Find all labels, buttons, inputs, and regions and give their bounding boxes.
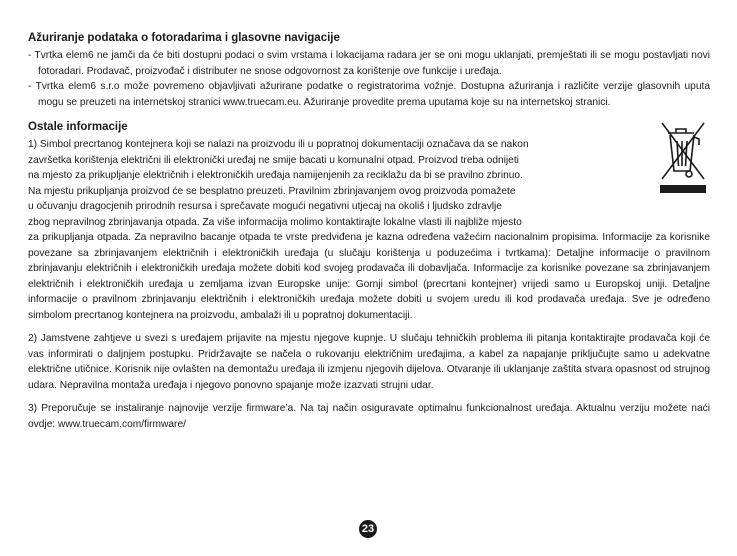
p1-line: na mjesto za prikupljanje električnih i elektroničkih uređaja namijenjenih za reciklažu da bi se pravilno zbrinuo. (28, 170, 523, 181)
p1-line: u očuvanju dragocjenih prirodnih resursa i sprečavate mogući negativni utjecaj na okoliš i ljudsko zdravlje (28, 201, 502, 212)
paragraph-1-rest: za prikupljanja otpada. Za nepravilno bacanje otpada te vrste predviđena je kazna određena važećim nacionalnim propisima. Informacije za korisnike povezane sa zbrinjavanjem električnih i elektroničkih uređaja (u slučaju korištenja u poduzećima i tvrtkama): Detaljne informacije o pravilnom zbrinjavanju električnih i elektroničkih uređaja možete dobiti kod svojeg prodavača ili dobavljača. Informacije za korisnike povezane sa zbrinjavanjem električnih i elektroničkih uređaja u zemljama izvan Europske unije: Gornji simbol (precrtani kontejner) vrijedi samo u Europskoj uniji. Detaljne informacije o pravilnom zbrinjavanju električnih i elektroničkih uređaja možete dobiti u svojem uredu ili kod prodavača uređaja. Sve je određeno simbolom precrtanog kontejnera na proizvodu, ambalaži ili u popratnoj dokumentaciji. (28, 232, 710, 321)
page-number-badge: 23 (359, 520, 377, 538)
p1-line: završetka korištenja električni ili elektronički uređaj ne smije bacati u komunalni otpad. Proizvod treba odnijeti (28, 154, 519, 166)
paragraph-3: 3) Preporučuje se instaliranje najnovije verzije firmware’a. Na taj način osiguravate optimalnu funkcionalnost uređaja. Aktualnu verziju možete naći ovdje: www.truecam.com/firmware/ (28, 403, 710, 430)
crossed-out-wheelie-bin-icon (656, 119, 710, 201)
update-bullet-1: - Tvrtka elem6 ne jamči da će biti dostupni podaci o svim vrstama i lokacijama radara jer se oni mogu uklanjati, premještati ili se mogu postavljati novi fotoradari. Prodavač, proizvođač i distributer ne snose odgovornost za korištenje ove funkcije i uređaja. (28, 50, 710, 77)
document-page (28, 30, 710, 432)
paragraph-1-wrapped (28, 137, 613, 230)
update-bullet-2: - Tvrtka elem6 s.r.o može povremeno objavljivati ažurirane podatke o registratorima vožnje. Dostupna ažuriranja i različite verzije glasovnih uputa mogu se preuzeti na internetskoj stranici www.truecam.eu. Ažuriranje provedite prema uputama koje su na internetskoj stranici. (28, 81, 710, 108)
paragraph-2: 2) Jamstvene zahtjeve u svezi s uređajem prijavite na mjestu njegove kupnje. U slučaju tehničkih problema ili pitanja kontaktirajte prodavača koji će vas informirati o daljnjem postupku. Pridržavajte se načela o rukovanju električnim uređajima, a kabel za napajanje priključujte samo u adekvatne električne utičnice. Korisnik nije ovlašten na demontažu uređaja ili izmjenu njegovih dijelova. Otvaranje ili uklanjanje zaštita stvara opasnost od strujnog udara. Nepravilna montaža uređaja i njegovo ponovno spajanje može izazvati strujni udar. (28, 333, 710, 391)
p1-line: 1) Simbol precrtanog kontejnera koji se nalazi na proizvodu ili u popratnoj dokumentaciji označava da se nakon (28, 139, 529, 150)
other-info-section (28, 119, 710, 432)
p1-line: zbog nepravilnog zbrinjavanja otpada. Za više informacija molimo kontaktirajte lokalne vlasti ili najbliže mjesto (28, 216, 522, 228)
section-title-update: Ažuriranje podataka o fotoradarima i glasovne navigacije (28, 32, 340, 44)
section-title-other: Ostale informacije (28, 121, 128, 133)
p1-line: Na mjestu prikupljanja proizvod će se besplatno preuzeti. Pravilnim zbrinjavanjem ovog proizvoda pomažete (28, 185, 516, 197)
